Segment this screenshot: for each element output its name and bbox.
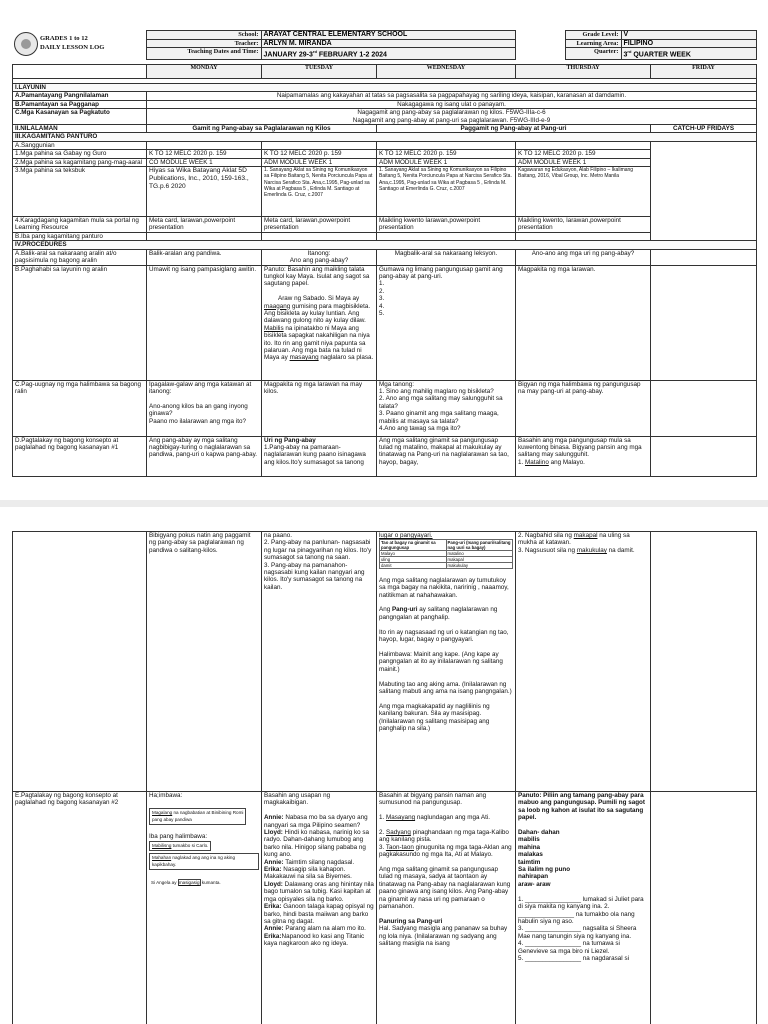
school-label: School: bbox=[146, 31, 261, 40]
dates-value: JANUARY 29-3rd FEBRUARY 1-2 2024 bbox=[261, 48, 515, 60]
row-label-teksbuk: 3.Mga pahina sa teksbuk bbox=[13, 167, 147, 217]
teacher-value: ARLYN M. MIRANDA bbox=[261, 39, 515, 48]
teksbuk-wed: 1. Sanayang Aklat sa Sining ng Komunikasyon sa Filipino Baitang 5, Nenita Porciuncula Papa at Narcisa Serafico Sta. Ana,c.1995, Pag-unlad sa Wika at Pagbasa 5 , Erlinda M. Santiago at Emerlinda G. Cruz, c.2007 bbox=[377, 167, 516, 217]
lesson-log-table-continued bbox=[12, 531, 757, 1024]
page-1 bbox=[0, 0, 768, 500]
karagdagang-tue: Meta card, larawan,powerpoint presentation bbox=[262, 217, 377, 233]
gabay-mon: K TO 12 MELC 2020 p. 159 bbox=[147, 150, 262, 158]
example-box-4: Si Angela ay masigasig kumanta. bbox=[151, 880, 221, 886]
row-label-paghahabi: B.Paghahabi sa layunin ng aralin bbox=[13, 265, 147, 380]
row-label-kasanayan: C.Mga Kasanayan sa Pagkatuto bbox=[13, 109, 147, 125]
day-wednesday: WEDNESDAY bbox=[377, 65, 516, 79]
pagtalakay-1-mon: Ang pang-abay ay mga salitang nagbibigay-turing o naglalarawan sa pandiwa, pang-uri o kapwa pang-abay. bbox=[147, 436, 262, 476]
pagtalakay-1-mon-cont: Bibigyang pokus natin ang paggamit ng pang-abay sa paglalarawan ng pandiwa o salitang-kilos. bbox=[147, 532, 262, 792]
pamantayang-pangnilalaman-text: Naipamamalas ang kakayahan at tatas sa pagsasalita sa pagpapahayag ng sariling ideya, kaisipan, karanasan at damdamin. bbox=[147, 92, 757, 100]
balik-aral-wed: Magbalik-aral sa nakaraang leksyon. bbox=[377, 249, 516, 265]
pagtalakay-2-tue: Basahin ang usapan ng magkakaibigan. Annie: Nabasa mo ba sa dyaryo ang nangyari sa mga Pilipino seamen? Lloyd: Hindi ko nabasa, narinig ko sa radyo. Dahan-dahang lumubog ang barko nila. Hinigop silang pababa ng kung ano. Annie: Taimtim silang nagdasal. Erika: Nasagip sila kahapon. Makakauwi na sila sa Biyernes. Lloyd: Dalawang oras ang hinintay nila bago tumalon sa tubig. Kasi kapitan at mga opisyales sila ng barko. Erika: Ganoon talaga kapag opisyal ng barko, hindi basta maiiwan ang barko sa gitna ng dagat. Annie: Parang alam na alam mo ito. Erika:Napanood ko kasi ang Titanic kaya nagkaroon ako ng ideya. bbox=[262, 792, 377, 1024]
row-label-pagtalakay-1: D.Pagtalakay ng bagong konsepto at paglalahad ng bagong kasanayan #1 bbox=[13, 436, 147, 476]
teksbuk-thu: Kagawaran ng Edukasyon, Alab Filipino – Ikalimang Baitang, 2016, Vibal Group, Inc. Metro Manila bbox=[516, 167, 651, 217]
dialog-line: Annie: Nabasa mo ba sa dyaryo ang nangyari sa mga Pilipino seamen? bbox=[264, 814, 368, 829]
pamantayan-pagganap-text: Nakagagawa ng isang ulat o panayam. bbox=[147, 100, 757, 108]
header-table bbox=[12, 30, 757, 60]
row-label-kagamitang: 2.Mga pahina sa kagamitang pang-mag-aaral bbox=[13, 158, 147, 166]
paghahabi-thu: Magpakita ng mga larawan. bbox=[516, 265, 651, 380]
gabay-wed: K TO 12 MELC 2020 p. 159 bbox=[377, 150, 516, 158]
kasanayan-text: Nagagamit ang pang-abay sa paglalarawan ng kilos. F5WG-IIIa-c-6 Nagagamit ang pang-abay at pang-uri sa paglalarawan. F5WG-IIId-e-9 bbox=[147, 109, 757, 125]
page-2 bbox=[0, 507, 768, 1024]
nilalaman-1: Gamit ng Pang-abay sa Paglalarawan ng Kilos bbox=[147, 125, 377, 133]
kagamitang-wed: ADM MODULE WEEK 1 bbox=[377, 158, 516, 166]
pagtalakay-1-tue-cont: na paano. 2. Pang-abay na panlunan- nagsasabi ng lugar na pinagyarihan ng kilos. Ito'y sumasagot sa tanong na saan. 3. Pang-abay na pamanahon- nagsasabi kung kailan nangyari ang kilos. Ito'y sumasagot sa tanong na kailan. bbox=[262, 532, 377, 792]
pagtalakay-1-tue: Uri ng Pang-abay 1.Pang-abay na pamaraan- naglalarawan kung paano isinagawa ang kilos.Ito'y sumasagot sa tanong bbox=[262, 436, 377, 476]
kagamitang-thu: ADM MODULE WEEK 1 bbox=[516, 158, 651, 166]
row-label-iba-pang-kagamitan: B.Iba pang kagamitang panturo bbox=[13, 232, 147, 240]
day-tuesday: TUESDAY bbox=[262, 65, 377, 79]
karagdagang-wed: Maikling kwento larawan,powerpoint presentation bbox=[377, 217, 516, 233]
row-label-pagtalakay-2: E.Pagtalakay ng bagong konsepto at paglalahad ng bagong kasanayan #2 bbox=[13, 792, 147, 1024]
pagtalakay-2-mon: Ha;imbawa: Magalang na nagbabatian at Binibining Romi pang abay pandiwa Iba pang halimbawa: Mabilisng tumakbo si Carlo. Mahahan naglakad ang ang ina ng aking kapikbahay. Si Angela ay masigasig kumanta. bbox=[147, 792, 262, 1024]
log-title-line-2: DAILY LESSON LOG bbox=[40, 43, 105, 51]
mini-head-1: Tao at bagay na ginamit sa pangungusap bbox=[380, 540, 447, 551]
teksbuk-tue: 1. Sanayang Aklat sa Sining ng Komunikasyon sa Filipino Baitang 5, Nenita Porciuncula Papa at Narcisa Serafico Sta. Ana,c.1995, Pag-unlad sa Wika at Pagbasa 5 , Erlinda M. Santiago at Emerlinda G. Cruz, c.2007 bbox=[262, 167, 377, 217]
row-label-gabay: 1.Mga pahina sa Gabay ng Guro bbox=[13, 150, 147, 158]
dialog-line: Lloyd: Hindi ko nabasa, narinig ko sa radyo. Dahan-dahang lumubog ang barko nila. Hinigop silang pababa ng kung ano. bbox=[264, 829, 369, 859]
word-box: Dahan- dahan mabilis mahina malakas taimtim Sa ilalim ng puno nahirapan araw- araw bbox=[518, 829, 571, 888]
day-monday: MONDAY bbox=[147, 65, 262, 79]
karagdagang-mon: Meta card, larawan,powerpoint presentation bbox=[147, 217, 262, 233]
dialog-line: Lloyd: Dalawang oras ang hinintay nila bago tumalon sa tubig. Kasi kapitan at mga opisyales sila ng barko. bbox=[264, 880, 374, 903]
balik-aral-thu: Ano-ano ang mga uri ng pang-abay? bbox=[516, 249, 651, 265]
section-layunin: I.LAYUNIN bbox=[13, 84, 757, 92]
day-friday: FRIDAY bbox=[651, 65, 757, 79]
area-value: FILIPINO bbox=[621, 39, 756, 48]
row-label-pamantayan-pagganap: B.Pamantayan sa Pagganap bbox=[13, 100, 147, 108]
nilalaman-2: Paggamit ng Pang-abay at Pang-uri bbox=[377, 125, 651, 133]
dialog-line: Annie: Parang alam na alam mo ito. bbox=[264, 925, 366, 933]
grade-value: V bbox=[621, 31, 756, 40]
row-label-balik-aral: A.Balik-aral sa nakaraang aralin at/o pagsisimula ng bagong aralin bbox=[13, 249, 147, 265]
mini-cell: makukulay bbox=[446, 563, 513, 569]
quarter-label: Quarter: bbox=[565, 48, 621, 60]
gabay-thu: K TO 12 MELC 2020 p. 159 bbox=[516, 150, 651, 158]
grade-label: Grade Level: bbox=[565, 31, 621, 40]
teksbuk-mon: Hiyas sa Wika Batayang Aklat 5D Publications, Inc., 2010, 159-163., TG.p.6 2020 bbox=[147, 167, 262, 217]
row-label-pamantayang-pangnilalaman: A.Pamantayang Pangnilalaman bbox=[13, 92, 147, 100]
row-label-karagdagang: 4.Karagdagang kagamitan mula sa portal ng Learning Resource bbox=[13, 217, 147, 233]
dialog-line: Erika:Napanood ko kasi ang Titanic kaya nagkaroon ako ng ideya. bbox=[264, 932, 365, 948]
karagdagang-thu: Maikling kwento, larawan,powerpoint presentation bbox=[516, 217, 651, 233]
section-kagamitan: III.KAGAMITANG PANTURO bbox=[13, 133, 757, 141]
pagtalakay-1-thu: Basahin ang mga pangungusap mula sa kuwentong binasa. Bigyang pansin ang mga salitang may salungguhit. 1. Matalino ang Malayo. bbox=[516, 436, 651, 476]
pagtalakay-2-wed: Basahin at bigyang pansin naman ang sumusunod na pangungusap. 1. Masayang naglundagan ang mga Ati. 2. Sadyang pinaghandaan ng mga taga-Kalibo ang kanilang pista. 3. Taon-taon ginugunita ng mga taga-Aklan ang pagkakasundo ng mga Ita, Ati at Malayo. Ang mga salitang ginamit sa pangungusap tulad ng masaya, sadya at taontaon ay tinatawag na Pang-abay na naglalarawan kung paano ginawa ang isang kilos. Ang Pang-abay na ginamit ay nasa uri ng pamaraan o pamanahon. Panuring sa Pang-uri Hal. Sadyang masigla ang pananaw sa buhay ng lola niya. (Inilalarawan ng sadyang ang salitang masigla na isang bbox=[377, 792, 516, 1024]
section-procedures: IV.PROCEDURES bbox=[13, 241, 757, 249]
dialog-line: Annie: Taimtim silang nagdasal. bbox=[264, 858, 355, 866]
paghahabi-tue: Panuto: Basahin ang maikling talata tungkol kay Maya. Isulat ang sagot sa sagutang papel. Araw ng Sabado. Si Maya ay maagang gumising para magbisikleta. Ang bisikleta ay kulay luntian. Ang dalawang gulong nito ay kulay dilaw. Mabilis na ipinatakbo ni Maya ang bisikleta sapagkat nakahiligan na niya ito. Ito rin ang gamit niya papunta sa palaruan. Ang mga bata na tulad ni Maya ay masayang naglalaro sa plasa. bbox=[262, 265, 377, 380]
balik-aral-mon: Balik-aralan ang pandiwa. bbox=[147, 249, 262, 265]
pagtalakay-1-wed-cont: lugar o pangyayari. Tao at bagay na ginamit sa pangungusap Pang-uri (Isang panuri/salitang nag uuri sa bagay) Malayo matalino uling makapal damit makukulay Ang mga salitang naglalarawan ay tumutukoy sa mga bagay na nakikita, naririnig , naaamoy, natitikman at nahahawakan. Ang Pang-uri ay salitang naglalarawan ng pangngalan at panghalip. Ito rin ay nagsasaad ng uri o katangian ng tao, hayop, lugar, bagay o pangyayari. Halimbawa: Mainit ang kape. (Ang kape ay pangngalan at ito ay inilalarawan ng salitang mainit.) Mabuting tao ang aking ama. (Inilalarawan ng salitang mabuti ang ama na isang pangngalan.) Ang mga magkakapatid ay nagliliinis ng kanilang bakuran. Sila ay masisipag. (Inilalarawan ng salitang masisipag ang panghalip na sila.) bbox=[377, 532, 516, 792]
mini-cell: damit bbox=[380, 563, 447, 569]
pagtalakay-1-wed: Ang mga salitang ginamit sa pangungusap tulad ng matalino, makapal at makukulay ay tinatawag na Pang-uri na naglalarawan sa tao, hayop, bagay, bbox=[377, 436, 516, 476]
area-label: Learning Area: bbox=[565, 39, 621, 48]
log-title-line-1: GRADES 1 to 12 bbox=[40, 35, 88, 42]
catch-up-fridays: CATCH-UP FRIDAYS bbox=[651, 125, 757, 133]
pag-uugnay-wed: Mga tanong: 1. Sino ang mahilig maglaro ng bisikleta? 2. Ano ang mga salitang may salungguhit sa talata? 3. Paano ginamit ang mga salitang maaga, mabilis at masaya sa talata? 4.Ano ang tawag sa mga ito? bbox=[377, 380, 516, 436]
mini-cell: matalino bbox=[446, 551, 513, 557]
mini-cell: uling bbox=[380, 557, 447, 563]
pang-uri-table bbox=[379, 539, 513, 569]
example-box-3: Mahahan naglakad ang ang ina ng aking kapikbahay. bbox=[149, 853, 259, 870]
kagamitang-mon: CO MODULE WEEK 1 bbox=[147, 158, 262, 166]
dialog-line: Erika: Ganoon talaga kapag opisyal ng barko, hindi basta maiiwan ang barko sa gitna ng dagat. bbox=[264, 903, 374, 925]
dates-label: Teaching Dates and Time: bbox=[146, 48, 261, 60]
dialog-line: Erika: Nasagip sila kahapon. Makakauwi na sila sa Biyernes. bbox=[264, 866, 352, 881]
quarter-value: 3rd QUARTER WEEK bbox=[621, 48, 756, 60]
teacher-label: Teacher: bbox=[146, 39, 261, 48]
example-box-2: Mabilisng tumakbo si Carlo. bbox=[149, 841, 211, 850]
example-box-1: Magalang na nagbabatian at Binibining Romi pang abay pandiwa bbox=[149, 808, 246, 825]
pagtalakay-1-thu-cont: 2. Nagbahid sila ng makapal na uling sa mukha at katawan. 3. Nagsusuot sila ng makukulay na damit. bbox=[516, 532, 651, 792]
pag-uugnay-tue: Magpakita ng mga larawan na may kilos. bbox=[262, 380, 377, 436]
lesson-log-table bbox=[12, 64, 757, 477]
school-value: ARAYAT CENTRAL ELEMENTARY SCHOOL bbox=[261, 31, 515, 40]
mini-cell: makapal bbox=[446, 557, 513, 563]
pagtalakay-2-thu: Panuto: Piliin ang tamang pang-abay para mabuo ang pangungusap. Pumili ng sagot sa loob ng kahon at isulat ito sa sagutang papel. Dahan- dahan mabilis mahina malakas taimtim Sa ilalim ng puno nahirapan araw- araw 1. ________________ lumakad si Juliet para di siya makita ng kanyang ina. 2. ________________ na tumakbo ola nang habulin siya ng aso. 3. ________________ nagsalita si Sheera Mae nang tanungin siya ng kanyang ina. 4. ________________ na tumawa si Genevieve sa mga biro ni Liezel. 5. ________________ na nagdarasal si bbox=[516, 792, 651, 1024]
day-thursday: THURSDAY bbox=[516, 65, 651, 79]
days-row bbox=[13, 65, 757, 79]
mini-cell: Malayo bbox=[380, 551, 447, 557]
row-label-sanggunian: A.Sanggunian bbox=[13, 141, 147, 149]
pag-uugnay-thu: Bigyan ng mga halimbawa ng pangungusap na may pang-uri at pang-abay. bbox=[516, 380, 651, 436]
page-separator bbox=[0, 500, 768, 507]
balik-aral-tue: Itanong: Ano ang pang-abay? bbox=[262, 249, 377, 265]
paghahabi-mon: Umawit ng isang pampasiglang awitin. bbox=[147, 265, 262, 380]
paghahabi-wed: Gumawa ng limang pangungusap gamit ang pang-abay at pang-uri. 1. 2. 3. 4. 5. bbox=[377, 265, 516, 380]
row-label-nilalaman: II.NILALAMAN bbox=[13, 125, 147, 133]
row-label-pag-uugnay: C.Pag-uugnay ng mga halimbawa sa bagong ralin bbox=[13, 380, 147, 436]
mini-head-2: Pang-uri (Isang panuri/salitang nag uuri sa bagay) bbox=[447, 540, 511, 551]
pag-uugnay-mon: Ipagalaw-galaw ang mga katawan at itanong: Ano-anong kilos ba an gang inyong ginawa? Paano mo ilalarawan ang mga ito? bbox=[147, 380, 262, 436]
kagamitang-tue: ADM MODULE WEEK 1 bbox=[262, 158, 377, 166]
gabay-tue: K TO 12 MELC 2020 p. 159 bbox=[262, 150, 377, 158]
